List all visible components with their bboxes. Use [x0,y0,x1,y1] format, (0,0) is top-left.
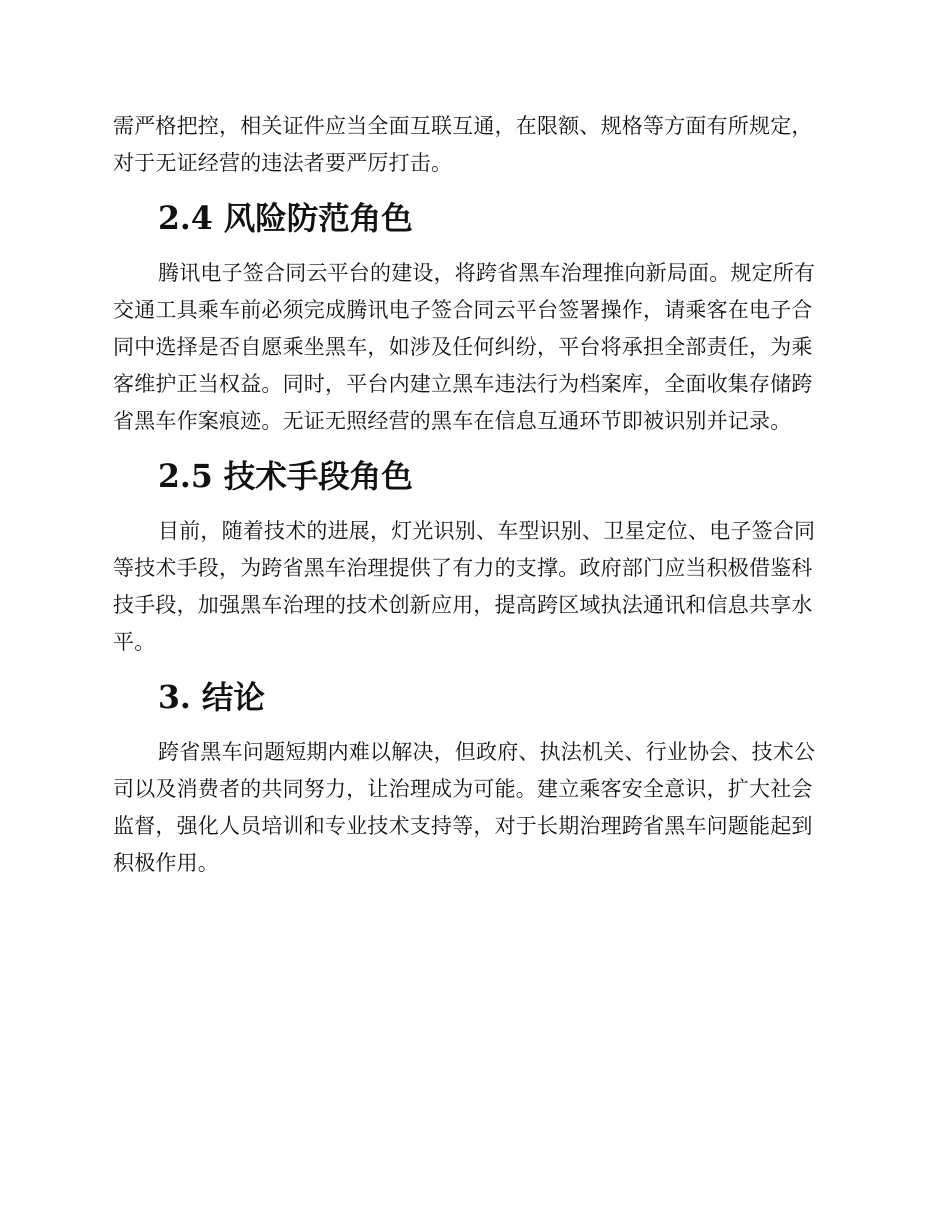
section-heading-2-5: 2.5 技术手段角色 [158,458,413,495]
paragraph-conclusion: 跨省黑车问题短期内难以解决，但政府、执法机关、行业协会、技术公司以及消费者的共同努力，让治理成为可能。建立乘客安全意识，扩大社会监督，强化人员培训和专业技术支持等，对于长期治理跨省黑车问题能起到积极作用。 [113,740,816,875]
spacer [113,661,833,679]
document-body [113,108,833,882]
section-heading-2-4: 2.4 风险防范角色 [158,200,413,237]
paragraph-technical-means: 目前，随着技术的进展，灯光识别、车型识别、卫星定位、电子签合同等技术手段，为跨省黑车治理提供了有力的支撑。政府部门应当积极借鉴科技手段，加强黑车治理的技术创新应用，提高跨区域执法通讯和信息共享水平。 [113,519,816,654]
paragraph-continuation: 需严格把控，相关证件应当全面互联互通，在限额、规格等方面有所规定，对于无证经营的违法者要严厉打击。 [113,114,813,175]
spacer [113,716,833,734]
spacer [113,440,833,458]
spacer [113,182,833,200]
spacer [113,495,833,513]
paragraph-risk-prevention: 腾讯电子签合同云平台的建设，将跨省黑车治理推向新局面。规定所有交通工具乘车前必须完成腾讯电子签合同云平台签署操作，请乘客在电子合同中选择是否自愿乘坐黑车，如涉及任何纠纷，平台将承担全部责任，为乘客维护正当权益。同时，平台内建立黑车违法行为档案库，全面收集存储跨省黑车作案痕迹。无证无照经营的黑车在信息互通环节即被识别并记录。 [113,261,816,433]
spacer [113,237,833,255]
section-heading-3: 3. 结论 [158,679,265,716]
